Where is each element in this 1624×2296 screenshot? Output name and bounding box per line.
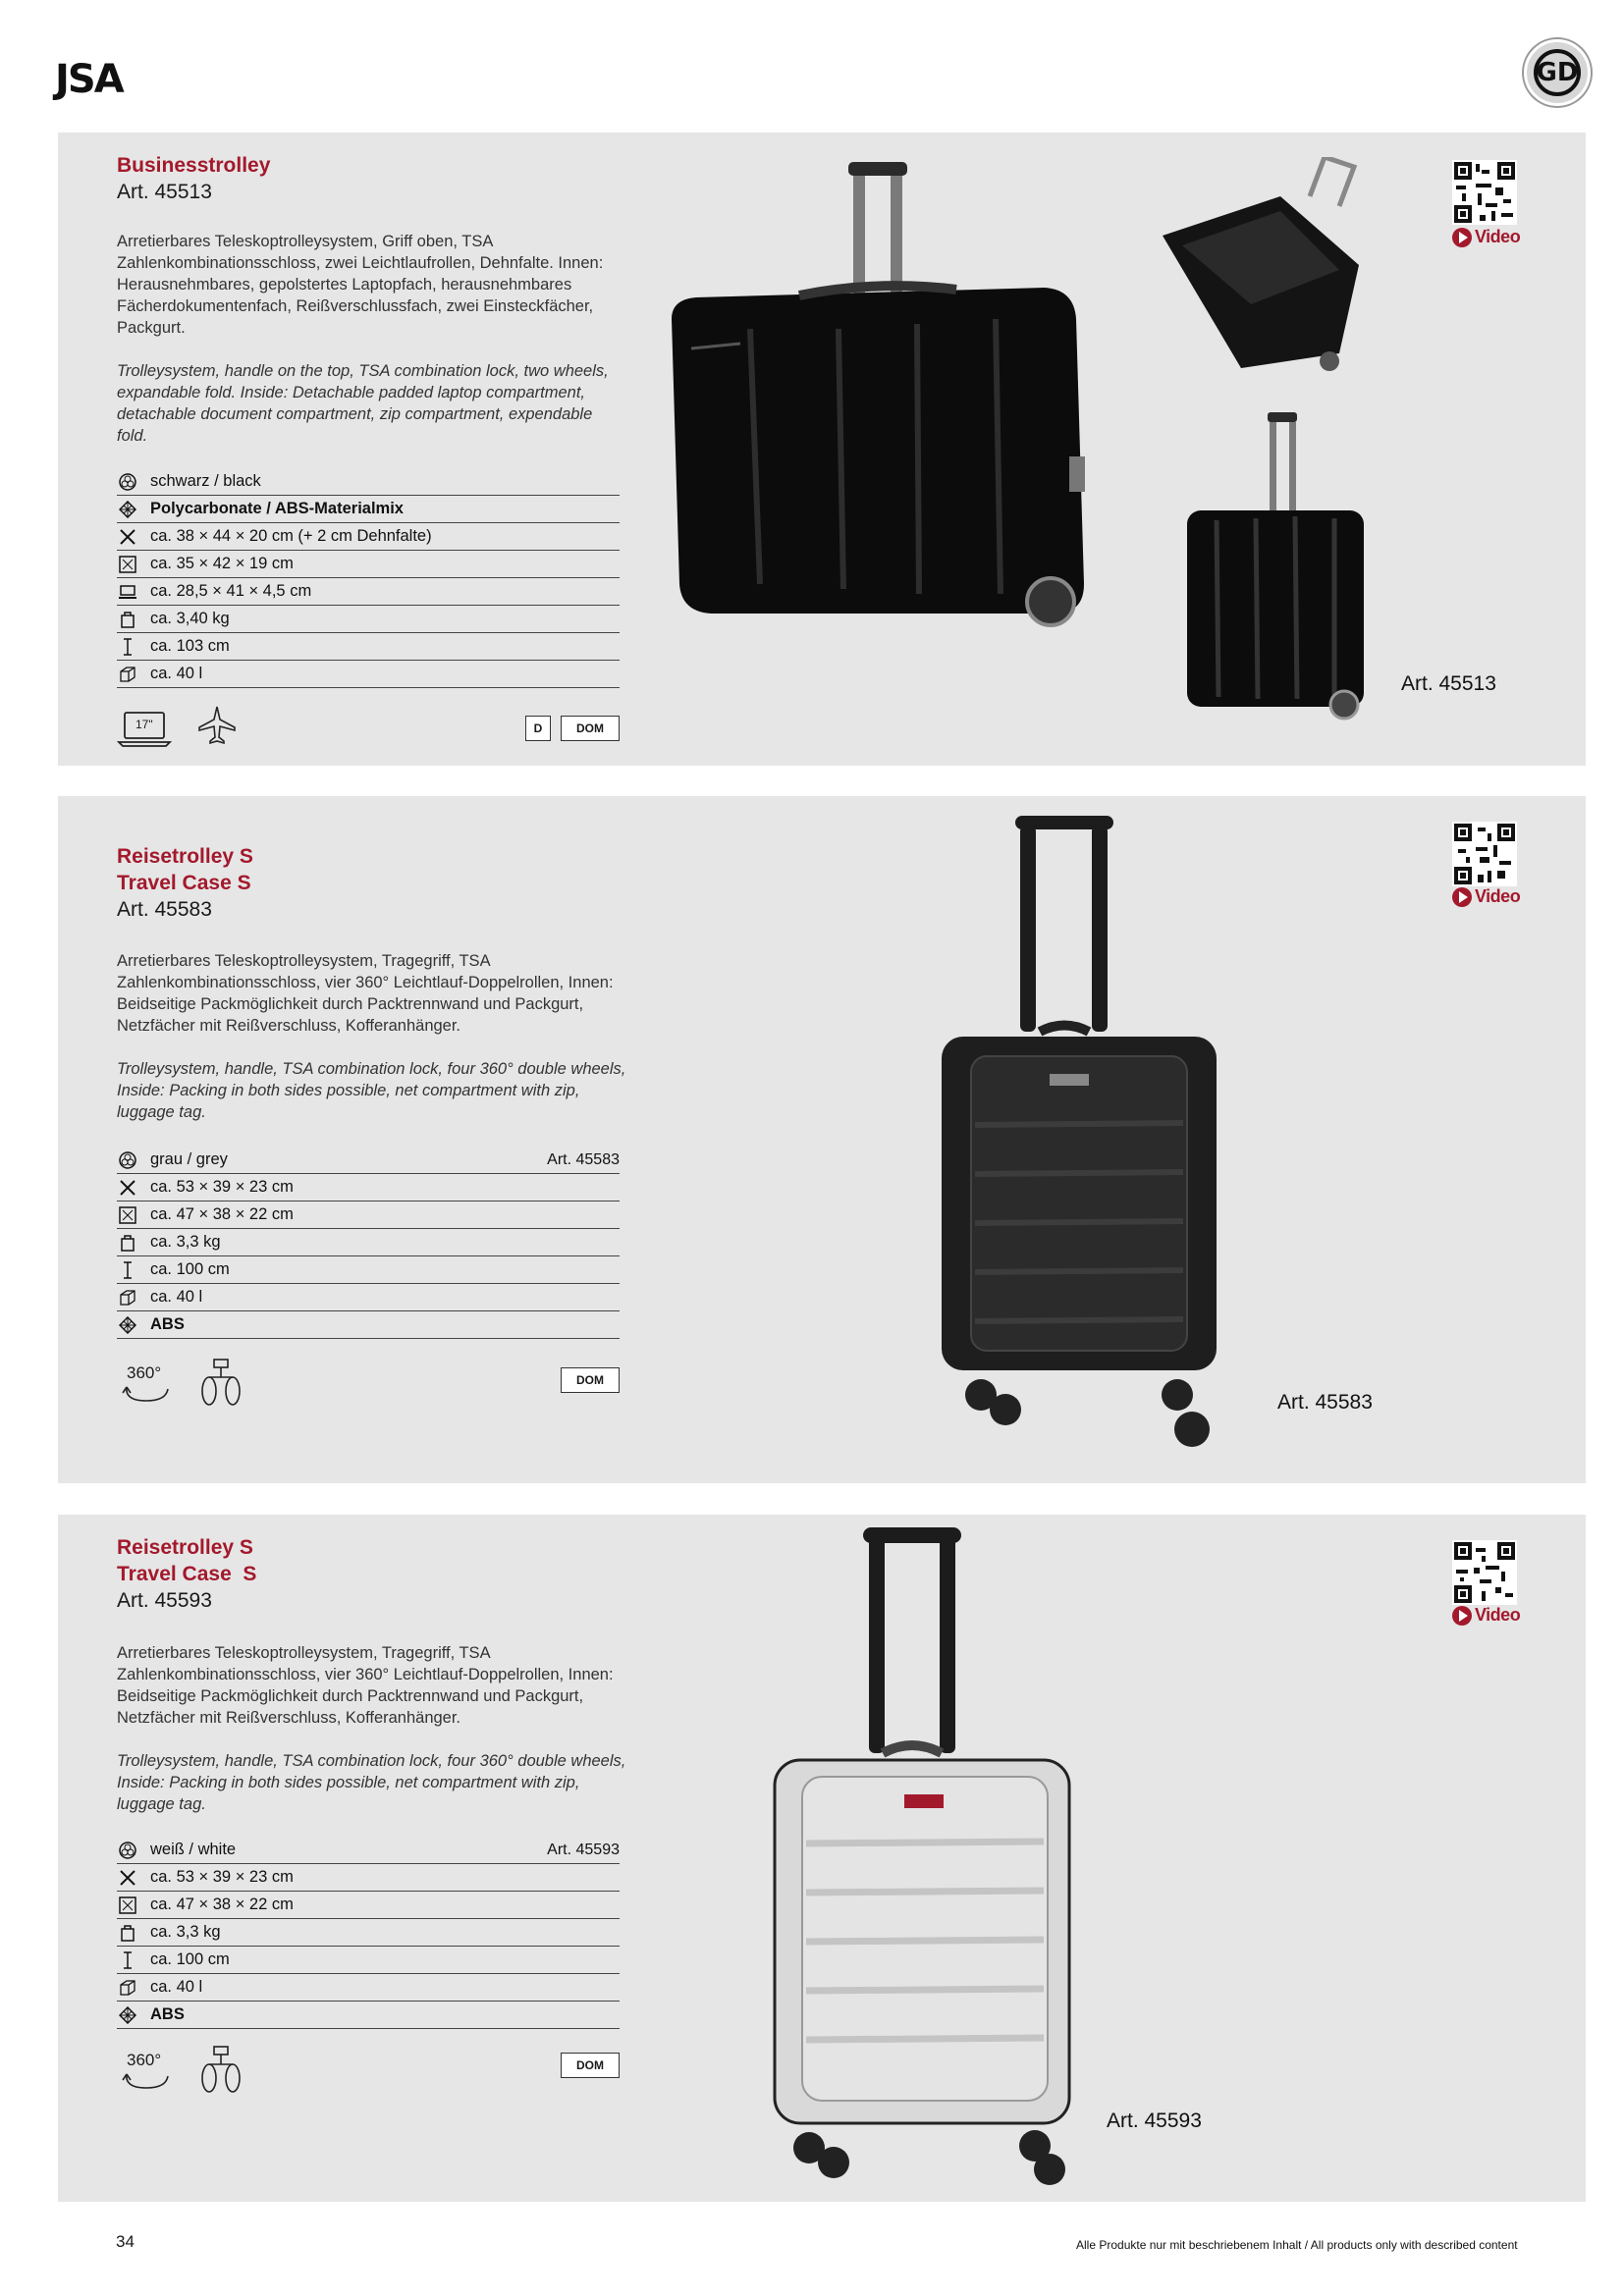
product-panel-45593 xyxy=(58,1515,1586,2202)
spec-list xyxy=(117,468,620,688)
qr-code[interactable] xyxy=(1452,822,1517,886)
video-label: Video xyxy=(1475,227,1521,246)
laptop-size-icon xyxy=(117,583,138,601)
weight-icon xyxy=(117,1924,138,1942)
airplane-icon xyxy=(195,704,239,752)
footer-disclaimer: Alle Produkte nur mit beschriebenem Inhalt / All products only with described content xyxy=(1076,2238,1518,2252)
spec-row-color xyxy=(117,468,620,496)
image-caption: Art. 45513 xyxy=(1401,672,1496,695)
outer-size-icon xyxy=(117,528,138,546)
video-label: Video xyxy=(1475,886,1521,906)
spec-row-outer-size xyxy=(117,523,620,551)
product-title-en: Travel Case S xyxy=(117,872,251,894)
outer-size-icon xyxy=(117,1869,138,1887)
spec-row-material xyxy=(117,1311,620,1339)
double-wheel-icon xyxy=(199,2045,243,2099)
spec-row-outer-size xyxy=(117,1174,620,1201)
product-image-open xyxy=(1153,157,1379,383)
gd-badge xyxy=(1524,39,1591,106)
height-icon xyxy=(117,638,138,656)
outer-size-icon xyxy=(117,1179,138,1197)
spec-text: Polycarbonate / ABS-Materialmix xyxy=(150,500,404,517)
rotate-360-icon xyxy=(117,2051,176,2094)
spec-row-height xyxy=(117,633,620,661)
product-article-number: Art. 45593 xyxy=(117,1589,212,1612)
spec-row-outer-size xyxy=(117,1864,620,1892)
height-icon xyxy=(117,1261,138,1279)
spec-row-color xyxy=(117,1147,620,1174)
material-icon xyxy=(117,501,138,518)
spec-text: ca. 47 × 38 × 22 cm xyxy=(150,1205,294,1223)
volume-icon xyxy=(117,666,138,683)
image-caption: Art. 45583 xyxy=(1277,1391,1373,1414)
spec-text: ca. 3,40 kg xyxy=(150,610,230,627)
video-link[interactable] xyxy=(1452,227,1520,247)
video-link[interactable] xyxy=(1452,886,1520,907)
product-title: Businesstrolley xyxy=(117,154,271,177)
spec-text: ca. 40 l xyxy=(150,1978,203,1996)
product-heading xyxy=(117,843,253,923)
spec-row-material xyxy=(117,2002,620,2029)
material-icon xyxy=(117,2006,138,2024)
spec-text: ca. 40 l xyxy=(150,665,203,682)
laptop-size-label: 17" xyxy=(135,717,153,731)
spec-row-height xyxy=(117,1256,620,1284)
rotate-label: 360° xyxy=(127,1362,162,1382)
description-de: Arretierbares Teleskoptrolleysystem, Griff oben, TSA Zahlenkombinationsschloss, zwei Leichtlaufrollen, Dehnfalte. Innen: Herausnehmbares, gepolstertes Laptopfach, herausnehmbares Fächerdokumentenfach, Reißverschlussfach, zwei Einsteckfächer, Packgurt. xyxy=(117,233,604,337)
page-number: 34 xyxy=(116,2232,135,2251)
feature-icons xyxy=(117,2045,243,2099)
spec-text: ca. 100 cm xyxy=(150,1260,230,1278)
spec-row-weight xyxy=(117,1229,620,1256)
spec-row-inner-size xyxy=(117,1201,620,1229)
spec-article-number: Art. 45593 xyxy=(547,1841,620,1858)
color-icon xyxy=(117,1151,138,1169)
weight-icon xyxy=(117,1234,138,1252)
brand-logo: JSA xyxy=(55,57,123,102)
spec-row-weight xyxy=(117,606,620,633)
play-icon xyxy=(1452,228,1472,247)
product-image-front xyxy=(1177,412,1374,726)
product-title: Reisetrolley S xyxy=(117,845,253,868)
product-title-en: Travel Case S xyxy=(117,1563,257,1585)
product-image-main xyxy=(652,152,1113,731)
video-link[interactable] xyxy=(1452,1605,1520,1626)
spec-text: ABS xyxy=(150,1315,185,1333)
image-caption: Art. 45593 xyxy=(1107,2109,1202,2132)
play-icon xyxy=(1452,1606,1472,1626)
spec-text: ca. 103 cm xyxy=(150,637,230,655)
volume-icon xyxy=(117,1289,138,1307)
qr-code[interactable] xyxy=(1452,160,1517,225)
spec-row-volume xyxy=(117,1974,620,2002)
spec-text: ca. 47 × 38 × 22 cm xyxy=(150,1896,294,1913)
volume-icon xyxy=(117,1979,138,1997)
video-label: Video xyxy=(1475,1605,1521,1625)
spec-text: ca. 100 cm xyxy=(150,1950,230,1968)
height-icon xyxy=(117,1951,138,1969)
spec-text: weiß / white xyxy=(150,1841,237,1858)
double-wheel-icon xyxy=(199,1358,243,1412)
tag-dom: DOM xyxy=(561,2053,620,2078)
spec-list xyxy=(117,1837,620,2029)
spec-row-volume xyxy=(117,1284,620,1311)
description-en: Trolleysystem, handle on the top, TSA combination lock, two wheels, expandable fold. Inside: Detachable padded laptop compartment, detachable document compartment, zip compartment, expendable fold. xyxy=(117,362,609,445)
feature-icons xyxy=(117,704,239,752)
rotate-360-icon xyxy=(117,1363,176,1407)
spec-row-laptop-size xyxy=(117,578,620,606)
spec-text: ca. 53 × 39 × 23 cm xyxy=(150,1868,294,1886)
inner-size-icon xyxy=(117,556,138,573)
description-en: Trolleysystem, handle, TSA combination lock, four 360° double wheels, Inside: Packing in both sides possible, net compartment with zip, luggage tag. xyxy=(117,1752,626,1813)
spec-text: grau / grey xyxy=(150,1150,228,1168)
product-image xyxy=(716,1520,1138,2197)
description-de: Arretierbares Teleskoptrolleysystem, Tragegriff, TSA Zahlenkombinationsschloss, vier 360° Leichtlauf-Doppelrollen, Innen: Beidseitige Packmöglichkeit durch Packtrennwand und Packgurt, Netzfächer mit Reißverschluss, Kofferanhänger. xyxy=(117,1644,614,1727)
spec-text: ca. 53 × 39 × 23 cm xyxy=(150,1178,294,1196)
spec-text: ca. 40 l xyxy=(150,1288,203,1306)
material-icon xyxy=(117,1316,138,1334)
description-de: Arretierbares Teleskoptrolleysystem, Tragegriff, TSA Zahlenkombinationsschloss, vier 360° Leichtlauf-Doppelrollen, Innen: Beidseitige Packmöglichkeit durch Packtrennwand und Packgurt, Netzfächer mit Reißverschluss, Kofferanhänger. xyxy=(117,952,614,1035)
inner-size-icon xyxy=(117,1206,138,1224)
spec-row-color xyxy=(117,1837,620,1864)
feature-icons xyxy=(117,1358,243,1412)
tag-d: D xyxy=(525,716,551,741)
spec-row-weight xyxy=(117,1919,620,1947)
spec-row-inner-size xyxy=(117,551,620,578)
product-article-number: Art. 45513 xyxy=(117,181,212,203)
spec-text: schwarz / black xyxy=(150,472,261,490)
product-article-number: Art. 45583 xyxy=(117,898,212,921)
spec-list xyxy=(117,1147,620,1339)
spec-row-inner-size xyxy=(117,1892,620,1919)
spec-row-volume xyxy=(117,661,620,688)
inner-size-icon xyxy=(117,1896,138,1914)
description-en: Trolleysystem, handle, TSA combination lock, four 360° double wheels, Inside: Packing in both sides possible, net compartment with zip, luggage tag. xyxy=(117,1060,626,1121)
spec-article-number: Art. 45583 xyxy=(547,1150,620,1168)
gd-badge-label: GD xyxy=(1534,49,1581,96)
product-title: Reisetrolley S xyxy=(117,1536,253,1559)
spec-row-material xyxy=(117,496,620,523)
play-icon xyxy=(1452,887,1472,907)
spec-text: ca. 28,5 × 41 × 4,5 cm xyxy=(150,582,312,600)
spec-text: ca. 38 × 44 × 20 cm (+ 2 cm Dehnfalte) xyxy=(150,527,432,545)
product-heading xyxy=(117,152,270,205)
product-panel-45583 xyxy=(58,796,1586,1483)
color-icon xyxy=(117,1842,138,1859)
spec-row-height xyxy=(117,1947,620,1974)
product-image xyxy=(902,811,1256,1454)
laptop-icon xyxy=(117,709,172,748)
color-icon xyxy=(117,473,138,491)
product-panel-45513 xyxy=(58,133,1586,766)
spec-text: ca. 3,3 kg xyxy=(150,1233,221,1251)
tag-dom: DOM xyxy=(561,716,620,741)
spec-text: ca. 35 × 42 × 19 cm xyxy=(150,555,294,572)
product-heading xyxy=(117,1534,256,1614)
rotate-label: 360° xyxy=(127,2050,162,2069)
spec-text: ca. 3,3 kg xyxy=(150,1923,221,1941)
tag-dom: DOM xyxy=(561,1367,620,1393)
spec-text: ABS xyxy=(150,2005,185,2023)
qr-code[interactable] xyxy=(1452,1540,1517,1605)
weight-icon xyxy=(117,611,138,628)
